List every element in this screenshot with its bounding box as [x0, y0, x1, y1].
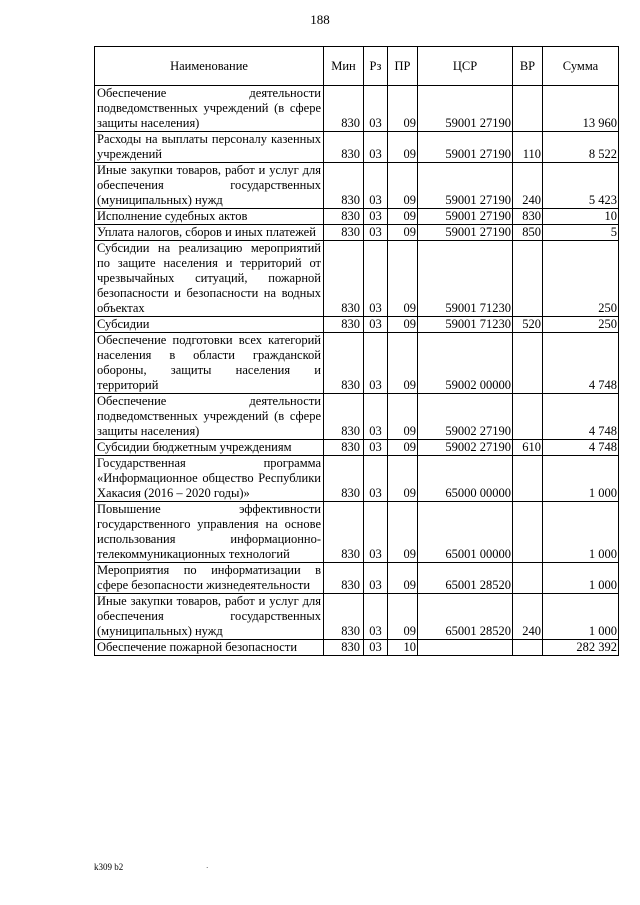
- row-csr: 59002 27190: [418, 394, 513, 440]
- row-pr: 09: [388, 563, 418, 594]
- row-pr: 09: [388, 456, 418, 502]
- row-rz: 03: [364, 241, 388, 317]
- row-vr: 110: [513, 132, 543, 163]
- header-pr: ПР: [388, 47, 418, 86]
- row-sum: 1 000: [543, 502, 619, 563]
- row-rz: 03: [364, 86, 388, 132]
- row-sum: 5 423: [543, 163, 619, 209]
- row-sum: 5: [543, 225, 619, 241]
- row-rz: 03: [364, 163, 388, 209]
- table-row: [95, 241, 619, 317]
- row-vr: 240: [513, 594, 543, 640]
- row-csr: 65000 00000: [418, 456, 513, 502]
- table-row: [95, 86, 619, 132]
- table-body: [95, 86, 619, 656]
- row-name: Иные закупки товаров, работ и услуг для обеспечения государственных (муниципальных) нужд: [95, 163, 324, 209]
- row-vr: [513, 86, 543, 132]
- row-vr: 520: [513, 317, 543, 333]
- row-min: 830: [324, 132, 364, 163]
- row-rz: 03: [364, 563, 388, 594]
- row-rz: 03: [364, 502, 388, 563]
- header-vr: ВР: [513, 47, 543, 86]
- table-row: [95, 317, 619, 333]
- footer-code: k309 b2: [94, 862, 124, 872]
- row-name: Обеспечение подготовки всех категорий населения в области гражданской обороны, защиты населения и территорий: [95, 333, 324, 394]
- row-sum: 250: [543, 317, 619, 333]
- table-row: [95, 456, 619, 502]
- row-csr: 65001 28520: [418, 563, 513, 594]
- row-rz: 03: [364, 456, 388, 502]
- header-csr: ЦСР: [418, 47, 513, 86]
- row-name: Обеспечение деятельности подведомственных учреждений (в сфере защиты населения): [95, 394, 324, 440]
- row-rz: 03: [364, 394, 388, 440]
- row-pr: 09: [388, 317, 418, 333]
- row-pr: 09: [388, 333, 418, 394]
- table-row: [95, 394, 619, 440]
- table-row: [95, 209, 619, 225]
- row-name: Субсидии: [95, 317, 324, 333]
- row-vr: [513, 640, 543, 656]
- row-rz: 03: [364, 333, 388, 394]
- row-sum: 13 960: [543, 86, 619, 132]
- row-csr: 59001 71230: [418, 317, 513, 333]
- row-name: Обеспечение пожарной безопасности: [95, 640, 324, 656]
- row-vr: 830: [513, 209, 543, 225]
- table-row: [95, 163, 619, 209]
- row-min: 830: [324, 225, 364, 241]
- row-sum: 282 392: [543, 640, 619, 656]
- row-rz: 03: [364, 640, 388, 656]
- row-min: 830: [324, 502, 364, 563]
- row-csr: 59001 27190: [418, 225, 513, 241]
- row-pr: 09: [388, 394, 418, 440]
- row-min: 830: [324, 163, 364, 209]
- row-rz: 03: [364, 317, 388, 333]
- budget-table: [94, 46, 619, 656]
- row-min: 830: [324, 209, 364, 225]
- row-name: Мероприятия по информатизации в сфере безопасности жизнедеятельности: [95, 563, 324, 594]
- table-row: [95, 333, 619, 394]
- row-vr: 850: [513, 225, 543, 241]
- row-name: Повышение эффективности государственного управления на основе использования информационно-телекоммуникационных технологий: [95, 502, 324, 563]
- row-vr: [513, 456, 543, 502]
- row-pr: 09: [388, 241, 418, 317]
- row-csr: 59001 27190: [418, 209, 513, 225]
- header-name: Наименование: [95, 47, 324, 86]
- row-sum: 10: [543, 209, 619, 225]
- row-vr: [513, 394, 543, 440]
- row-pr: 09: [388, 502, 418, 563]
- row-rz: 03: [364, 440, 388, 456]
- row-rz: 03: [364, 209, 388, 225]
- header-min: Мин: [324, 47, 364, 86]
- table-row: [95, 440, 619, 456]
- header-row: [95, 47, 619, 86]
- row-sum: 8 522: [543, 132, 619, 163]
- row-name: Расходы на выплаты персоналу казенных учреждений: [95, 132, 324, 163]
- row-sum: 1 000: [543, 563, 619, 594]
- row-min: 830: [324, 440, 364, 456]
- header-sum: Сумма: [543, 47, 619, 86]
- row-csr: 59001 27190: [418, 132, 513, 163]
- table-header: [95, 47, 619, 86]
- table-row: [95, 640, 619, 656]
- row-min: 830: [324, 333, 364, 394]
- row-csr: 59001 27190: [418, 86, 513, 132]
- row-min: 830: [324, 241, 364, 317]
- row-sum: 1 000: [543, 594, 619, 640]
- row-sum: 250: [543, 241, 619, 317]
- row-vr: [513, 563, 543, 594]
- row-rz: 03: [364, 225, 388, 241]
- row-csr: 59002 27190: [418, 440, 513, 456]
- row-min: 830: [324, 640, 364, 656]
- row-vr: 610: [513, 440, 543, 456]
- row-pr: 09: [388, 225, 418, 241]
- row-min: 830: [324, 394, 364, 440]
- row-pr: 09: [388, 132, 418, 163]
- row-min: 830: [324, 86, 364, 132]
- table-row: [95, 225, 619, 241]
- footer-mark: ·: [206, 864, 209, 872]
- row-min: 830: [324, 594, 364, 640]
- row-vr: 240: [513, 163, 543, 209]
- row-csr: 65001 28520: [418, 594, 513, 640]
- row-pr: 10: [388, 640, 418, 656]
- row-vr: [513, 502, 543, 563]
- table-row: [95, 502, 619, 563]
- row-name: Государственная программа «Информационное общество Республики Хакасия (2016 – 2020 годы)»: [95, 456, 324, 502]
- row-csr: 59001 27190: [418, 163, 513, 209]
- row-sum: 4 748: [543, 440, 619, 456]
- row-name: Субсидии на реализацию мероприятий по защите населения и территорий от чрезвычайных ситуаций, пожарной безопасности и безопасности на водных объектах: [95, 241, 324, 317]
- table-row: [95, 563, 619, 594]
- row-csr: [418, 640, 513, 656]
- row-name: Исполнение судебных актов: [95, 209, 324, 225]
- row-rz: 03: [364, 594, 388, 640]
- row-min: 830: [324, 317, 364, 333]
- row-name: Обеспечение деятельности подведомственных учреждений (в сфере защиты населения): [95, 86, 324, 132]
- row-pr: 09: [388, 163, 418, 209]
- header-rz: Рз: [364, 47, 388, 86]
- row-csr: 59002 00000: [418, 333, 513, 394]
- row-min: 830: [324, 563, 364, 594]
- row-min: 830: [324, 456, 364, 502]
- row-name: Субсидии бюджетным учреждениям: [95, 440, 324, 456]
- row-csr: 59001 71230: [418, 241, 513, 317]
- row-pr: 09: [388, 440, 418, 456]
- row-sum: 1 000: [543, 456, 619, 502]
- row-pr: 09: [388, 594, 418, 640]
- table-row: [95, 132, 619, 163]
- row-vr: [513, 241, 543, 317]
- row-rz: 03: [364, 132, 388, 163]
- row-pr: 09: [388, 86, 418, 132]
- page-number: 188: [310, 12, 330, 27]
- table-row: [95, 594, 619, 640]
- row-pr: 09: [388, 209, 418, 225]
- row-sum: 4 748: [543, 333, 619, 394]
- row-name: Иные закупки товаров, работ и услуг для обеспечения государственных (муниципальных) нужд: [95, 594, 324, 640]
- row-csr: 65001 00000: [418, 502, 513, 563]
- row-vr: [513, 333, 543, 394]
- row-name: Уплата налогов, сборов и иных платежей: [95, 225, 324, 241]
- row-sum: 4 748: [543, 394, 619, 440]
